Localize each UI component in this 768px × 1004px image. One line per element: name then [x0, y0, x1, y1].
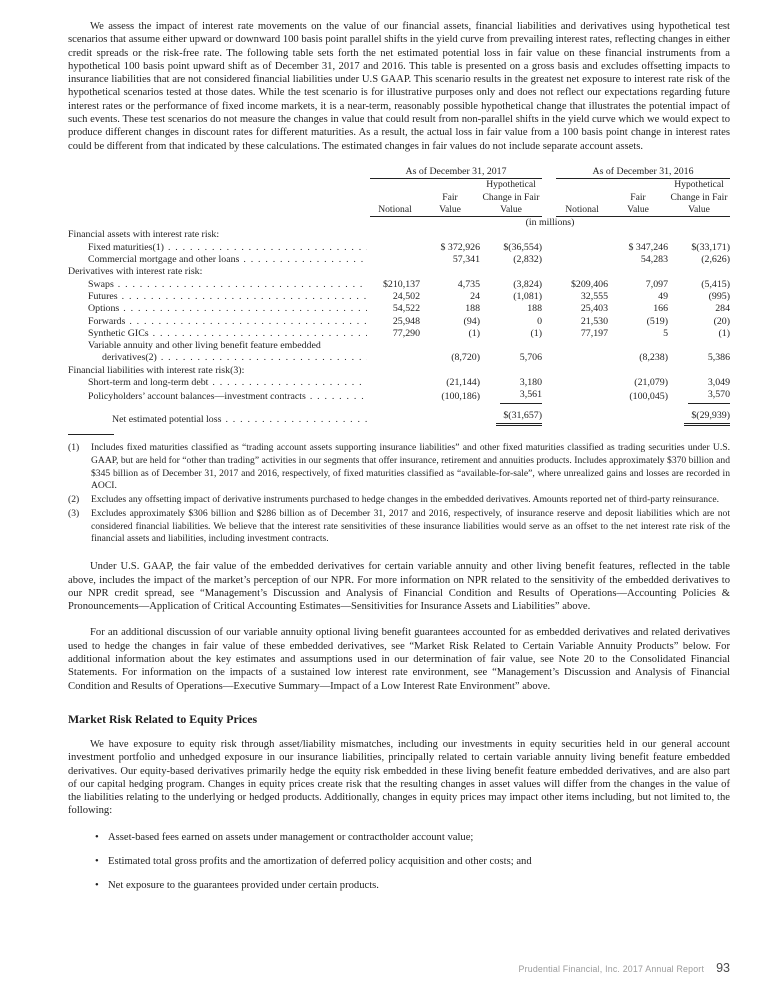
col-header-hyp-change-2017: Hypothetical Change in Fair Value [480, 179, 542, 217]
table-row [68, 242, 730, 254]
dot-leader [212, 377, 367, 389]
row-label: Futures [88, 290, 118, 302]
dot-leader [168, 242, 367, 254]
table-row [68, 377, 730, 389]
npr-paragraph: Under U.S. GAAP, the fair value of the embedded derivatives for certain variable annuity and other living benefit features, reflected in the table above, includes the impact of the market’s perception of our NPR. For more information on NPR related to the sensitivity of the embedded derivatives to our NPR credit spread, see “Management’s Discussion and Analysis of Financial Condition and Results of Operations—Accounting Policies & Pronouncements—Application of Critical Accounting Estimates—Sensitivities for Insurance Assets and Liabilities” above. [68, 561, 730, 613]
cell-fair-value-2017: (1) [468, 327, 480, 339]
cell-fair-value-2017: 188 [465, 303, 480, 315]
cell-fair-value-2017: 57,341 [452, 254, 480, 266]
cell-fair-value-2016: 54,283 [640, 254, 669, 266]
cell-hyp-change-2017: (3,824) [513, 278, 543, 290]
cell-fair-value-2016: 49 [658, 290, 669, 302]
footnotes [68, 434, 730, 546]
cell-fair-value-2017: 4,735 [457, 278, 480, 290]
bullet-text: Asset-based fees earned on assets under management or contractholder account value; [108, 831, 474, 843]
section-heading: Market Risk Related to Equity Prices [68, 711, 258, 726]
footnote-number: (1) [68, 441, 80, 453]
table-row [68, 254, 730, 266]
cell-notional-2016: 21,530 [580, 315, 609, 327]
equity-risk-paragraph: We have exposure to equity risk through asset/liability mismatches, including our investments in equity securities held in our general account investment portfolio and unhedged exposure in our insurance liabilities, principally related to certain variable annuity living benefit feature embedded derivatives. Our equity-based derivatives primarily hedge the equity risk embedded in these living benefit feature embedded derivatives, and are also part of our capital hedging program. Changes in equity prices create risk that the resulting changes in asset values will differ from the changes in the value of the liabilities relating to the underlying or hedged products. Additionally, changes in equity prices may impact other items including, but not limited to, the following: [68, 738, 730, 817]
cell-hyp-change-2017: 5,706 [519, 352, 543, 364]
bullet-item [68, 831, 730, 844]
cell-hyp-change-2017: 3,180 [519, 377, 543, 389]
row-label: Fixed maturities(1) [88, 241, 164, 253]
cell-notional-2017: 77,290 [392, 327, 420, 339]
interest-rate-sensitivity-table [68, 166, 730, 426]
cell-notional-2016: 77,197 [580, 327, 609, 339]
row-label: Net estimated potential loss [112, 413, 222, 425]
table-row [68, 266, 730, 278]
cell-hyp-change-2017: 188 [527, 303, 543, 315]
cell-hyp-change-2017: 3,561 [480, 389, 542, 403]
table-row [68, 316, 730, 328]
cell-total-2017: $(31,657) [480, 404, 542, 426]
cell-notional-2017: 24,502 [392, 290, 420, 302]
dot-leader [161, 352, 367, 364]
dot-leader [129, 316, 367, 328]
col-header-fair-value-2017: Fair Value [420, 179, 480, 217]
table-total-row [68, 404, 730, 426]
bullet-item [68, 879, 730, 892]
cell-hyp-change-2016: (2,626) [701, 254, 731, 266]
row-label: Derivatives with interest rate risk: [68, 266, 203, 278]
bullet-text: Net exposure to the guarantees provided under certain products. [108, 880, 379, 892]
row-label: Policyholders’ account balances—investment contracts [88, 391, 306, 403]
cell-fair-value-2017: $ 372,926 [440, 241, 480, 253]
col-header-notional-2017: Notional [370, 179, 420, 217]
cell-hyp-change-2017: (1,081) [513, 290, 543, 302]
dot-leader [310, 391, 367, 403]
footnote-number: (3) [68, 507, 80, 519]
footnote-text: Excludes any offsetting impact of derivative instruments purchased to hedge changes in the embedded derivatives. Amounts reported net of third-party reinsurance. [91, 494, 720, 506]
dot-leader [225, 414, 367, 426]
cell-hyp-change-2016: 3,049 [707, 377, 731, 389]
footnote-number: (2) [68, 494, 80, 506]
dot-leader [123, 303, 367, 315]
cell-fair-value-2016: $ 347,246 [628, 241, 669, 253]
table-row [68, 303, 730, 315]
cell-fair-value-2016: (100,045) [629, 391, 669, 403]
cell-notional-2016: 32,555 [580, 290, 609, 302]
cell-hyp-change-2016: (1) [718, 327, 731, 339]
table-row [68, 340, 730, 365]
cell-hyp-change-2016: (5,415) [701, 278, 731, 290]
footnote-text: Excludes approximately $306 billion and $286 billion as of December 31, 2017 and 2016, respectively, of insurance reserve and deposit liabilities which are not considered financial liabilities. We believe that the interest rate sensitivities of these insurance liabilities would serve as an offset to the net interest rate risk of the financial assets and liabilities, including investment contracts. [91, 507, 730, 545]
group-header-row [68, 166, 730, 179]
table-row [68, 328, 730, 340]
cell-hyp-change-2017: (1) [530, 327, 543, 339]
column-group-2016: As of December 31, 2016 [556, 166, 730, 179]
dot-leader [153, 328, 367, 340]
cell-hyp-change-2016: 5,386 [707, 352, 731, 364]
units-row [68, 217, 730, 230]
page-footer [519, 961, 730, 975]
intro-paragraph: We assess the impact of interest rate movements on the value of our financial assets, financial liabilities and derivatives using hypothetical test scenarios that assume either upward or downward 100 basis point parallel shifts in the yield curve from prevailing interest rates, reflecting changes in either credit spreads or the risk-free rate. The following table sets forth the net estimated potential loss in fair value on these financial instruments from a hypothetical 100 basis point upward shift as of December 31, 2017 and 2016. This table is presented on a gross basis and excludes offsetting impacts to insurance liabilities that are not considered financial liabilities under U.S GAAP. This scenario results in the greatest net exposure to interest rate risk of the hypothetical scenarios tested at those dates. While the test scenario is for illustrative purposes only and does not reflect our expectations regarding future interest rates or the performance of fixed income markets, it is a near-term, reasonably possible hypothetical change that illustrates the potential impact of such events. These test scenarios do not measure the changes in value that could result from non-parallel shifts in the yield curve which we would expect to produce different changes in discount rates for different maturities. As a result, the actual loss in fair value from a 100 basis point change in interest rates could be different from that indicated by these calculations. The estimated changes in fair values do not include separate account assets. [68, 21, 730, 152]
column-header-row [68, 179, 730, 217]
cell-notional-2016: 25,403 [580, 303, 609, 315]
row-label: Synthetic GICs [88, 327, 149, 339]
bullet-icon: • [95, 880, 99, 892]
bullet-text: Estimated total gross profits and the amortization of deferred policy acquisition and other costs; and [108, 856, 532, 868]
cell-hyp-change-2016: $(33,171) [691, 241, 731, 253]
footnote-text: Includes fixed maturities classified as “trading account assets supporting insurance liabilities” and other fixed maturities classified as trading securities under U.S. GAAP, but are held for “other than trading” activities in our segments that offer insurance, retirement and annuities products. Includes approximately $370 billion and $345 billion as of December 31, 2017 and 2016, respectively, of fixed maturities classified as “available-for-sale”, where unrealized gains and losses are recorded in AOCI. [91, 441, 730, 492]
table-row [68, 389, 730, 403]
cell-notional-2017: $210,137 [382, 278, 420, 290]
cell-hyp-change-2017: (2,832) [513, 254, 543, 266]
dot-leader [243, 254, 367, 266]
cell-notional-2017: 25,948 [392, 315, 420, 327]
col-header-fair-value-2016: Fair Value [608, 179, 668, 217]
cell-total-2016: $(29,939) [668, 404, 730, 426]
additional-discussion-paragraph: For an additional discussion of our variable annuity optional living benefit guarantees accounted for as embedded derivatives and related derivatives used to hedge the changes in fair value of these embedded derivatives, see “Market Risk Related to Certain Variable Annuity Products” below. For additional information about the key estimates and assumptions used in our determination of fair value, see Note 20 to the Consolidated Financial Statements. For information on the impacts of a sustained low interest rate environment, see “Management’s Discussion and Analysis of Financial Condition and Results of Operations—Executive Summary—Impact of a Low Interest Rate Environment” above. [68, 627, 730, 692]
row-label: Forwards [88, 315, 126, 327]
cell-hyp-change-2016: (995) [708, 290, 731, 302]
cell-fair-value-2016: (519) [646, 315, 669, 327]
cell-fair-value-2016: 7,097 [645, 278, 669, 290]
row-label: Swaps [88, 278, 114, 290]
cell-hyp-change-2016: (20) [713, 315, 731, 327]
col-header-notional-2016: Notional [556, 179, 608, 217]
column-group-2017: As of December 31, 2017 [370, 166, 542, 179]
cell-fair-value-2016: (8,238) [639, 352, 669, 364]
bullet-icon: • [95, 831, 99, 843]
cell-notional-2016: $209,406 [570, 278, 609, 290]
row-label: Financial liabilities with interest rate risk(3): [68, 364, 245, 376]
cell-fair-value-2016: 5 [663, 327, 669, 339]
cell-fair-value-2017: (94) [463, 315, 480, 327]
units-note: (in millions) [525, 217, 575, 229]
table-row [68, 279, 730, 291]
footnote-divider [68, 434, 114, 435]
page-number: 93 [716, 961, 730, 975]
cell-fair-value-2017: 24 [470, 290, 480, 302]
row-label: Financial assets with interest rate risk: [68, 229, 220, 241]
row-label-line1: Variable annuity and other living benefit feature embedded [88, 340, 321, 352]
bullet-list [68, 831, 730, 893]
cell-notional-2017: 54,522 [392, 303, 420, 315]
row-label: Commercial mortgage and other loans [88, 254, 240, 266]
cell-fair-value-2017: (100,186) [441, 391, 480, 403]
cell-fair-value-2017: (8,720) [451, 352, 480, 364]
cell-hyp-change-2017: $(36,554) [503, 241, 543, 253]
bullet-icon: • [95, 856, 99, 868]
cell-fair-value-2016: 166 [653, 303, 669, 315]
row-label: Short-term and long-term debt [88, 377, 209, 389]
footnote [68, 442, 730, 493]
table-row [68, 291, 730, 303]
bullet-item [68, 855, 730, 868]
dot-leader [122, 291, 367, 303]
cell-fair-value-2017: (21,144) [446, 377, 480, 389]
footnote [68, 494, 730, 507]
report-title: Prudential Financial, Inc. 2017 Annual Report [518, 964, 705, 974]
footnote [68, 508, 730, 546]
cell-hyp-change-2017: 0 [537, 315, 543, 327]
table-row [68, 365, 730, 377]
dot-leader [118, 279, 367, 291]
table-row [68, 229, 730, 241]
cell-hyp-change-2016: 284 [715, 303, 731, 315]
cell-hyp-change-2016: 3,570 [668, 389, 730, 403]
page-content [68, 20, 730, 904]
row-label: Options [88, 303, 120, 315]
cell-fair-value-2016: (21,079) [634, 377, 669, 389]
col-header-hyp-change-2016: Hypothetical Change in Fair Value [668, 179, 730, 217]
row-label-line2: derivatives(2) [102, 352, 157, 364]
